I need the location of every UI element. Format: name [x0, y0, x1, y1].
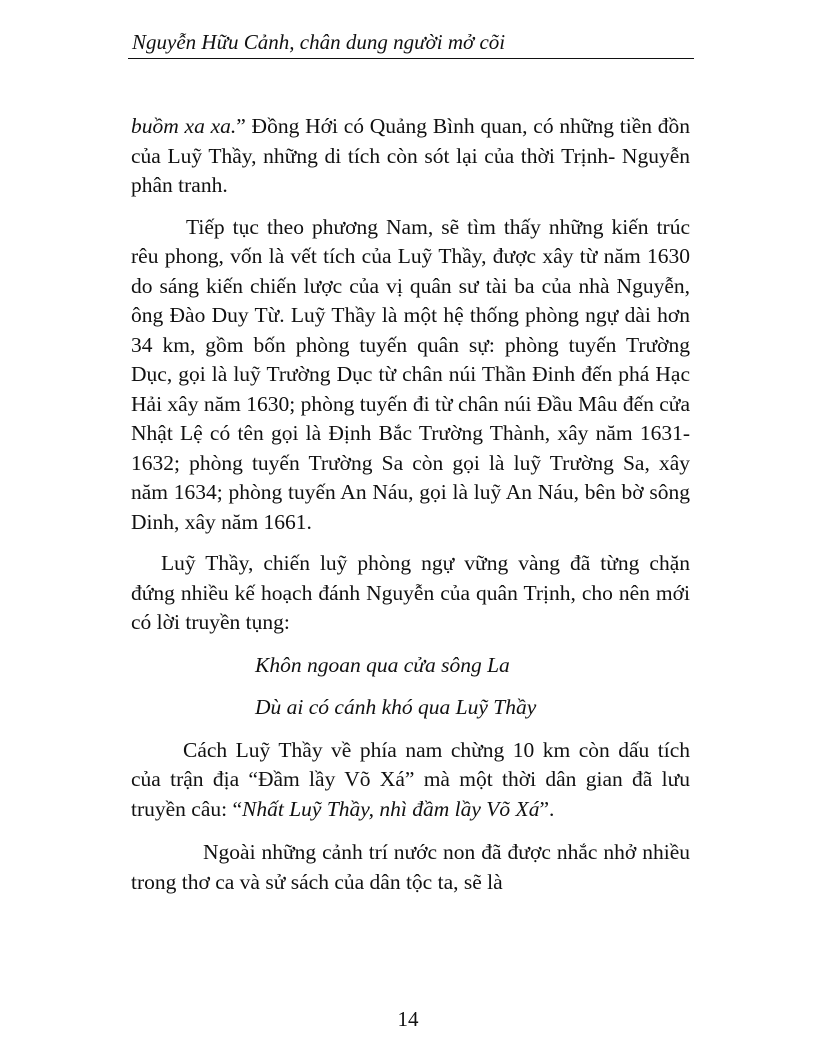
paragraph-1-italic-open: buồm xa xa.	[131, 114, 237, 138]
header-rule	[128, 58, 694, 59]
paragraph-4-text: Cách Luỹ Thầy về phía nam chừng 10 km còn dấu tích của trận địa “Đầm lầy Võ Xá” mà một thời dân gian đã lưu truyền câu: “	[131, 737, 690, 821]
paragraph-2: Tiếp tục theo phương Nam, sẽ tìm thấy những kiến trúc rêu phong, vốn là vết tích của Luỹ Thầy, được xây từ năm 1630 do sáng kiến chiến lược của vị quân sư tài ba của nhà Nguyễn, ông Đào Duy Từ. Luỹ Thầy là một hệ thống phòng ngự dài hơn 34 km, gồm bốn phòng tuyến quân sự: phòng tuyến Trường Dục, gọi là luỹ Trường Dục từ chân núi Thần Đinh đến phá Hạc Hải xây năm 1630; phòng tuyến đi từ chân núi Đầu Mâu đến cửa Nhật Lệ có tên gọi là Định Bắc Trường Thành, xây năm 1631- 1632; phòng tuyến Trường Sa còn gọi là luỹ Trường Sa, xây năm 1634; phòng tuyến An Náu, gọi là luỹ An Náu, bên bờ sông Dinh, xây năm 1661.	[131, 214, 690, 534]
page-number: 14	[397, 1007, 419, 1031]
running-header: Nguyễn Hữu Cảnh, chân dung người mở cõi	[132, 30, 506, 54]
verse-line-2: Dù ai có cánh khó qua Luỹ Thầy	[255, 694, 537, 719]
paragraph-4	[131, 736, 690, 825]
verse-line-1: Khôn ngoan qua cửa sông La	[255, 652, 510, 677]
paragraph-5: Ngoài những cảnh trí nước non đã được nhắc nhở nhiều trong thơ ca và sử sách của dân tộc ta, sẽ là	[131, 840, 690, 894]
paragraph-1	[131, 112, 690, 201]
paragraph-3: Luỹ Thầy, chiến luỹ phòng ngự vững vàng đã từng chặn đứng nhiều kế hoạch đánh Nguyễn của quân Trịnh, cho nên mới có lời truyền tụng:	[131, 551, 690, 634]
paragraph-4-italic-quote: Nhất Luỹ Thầy, nhì đầm lầy Võ Xá	[242, 796, 540, 821]
paragraph-4-close: ”.	[539, 796, 555, 821]
page-body	[131, 112, 690, 897]
paragraph-1-text: ” Đồng Hới có Quảng Bình quan, có những tiền đồn của Luỹ Thầy, những di tích còn sót lại của thời Trịnh- Nguyễn phân tranh.	[131, 114, 690, 197]
